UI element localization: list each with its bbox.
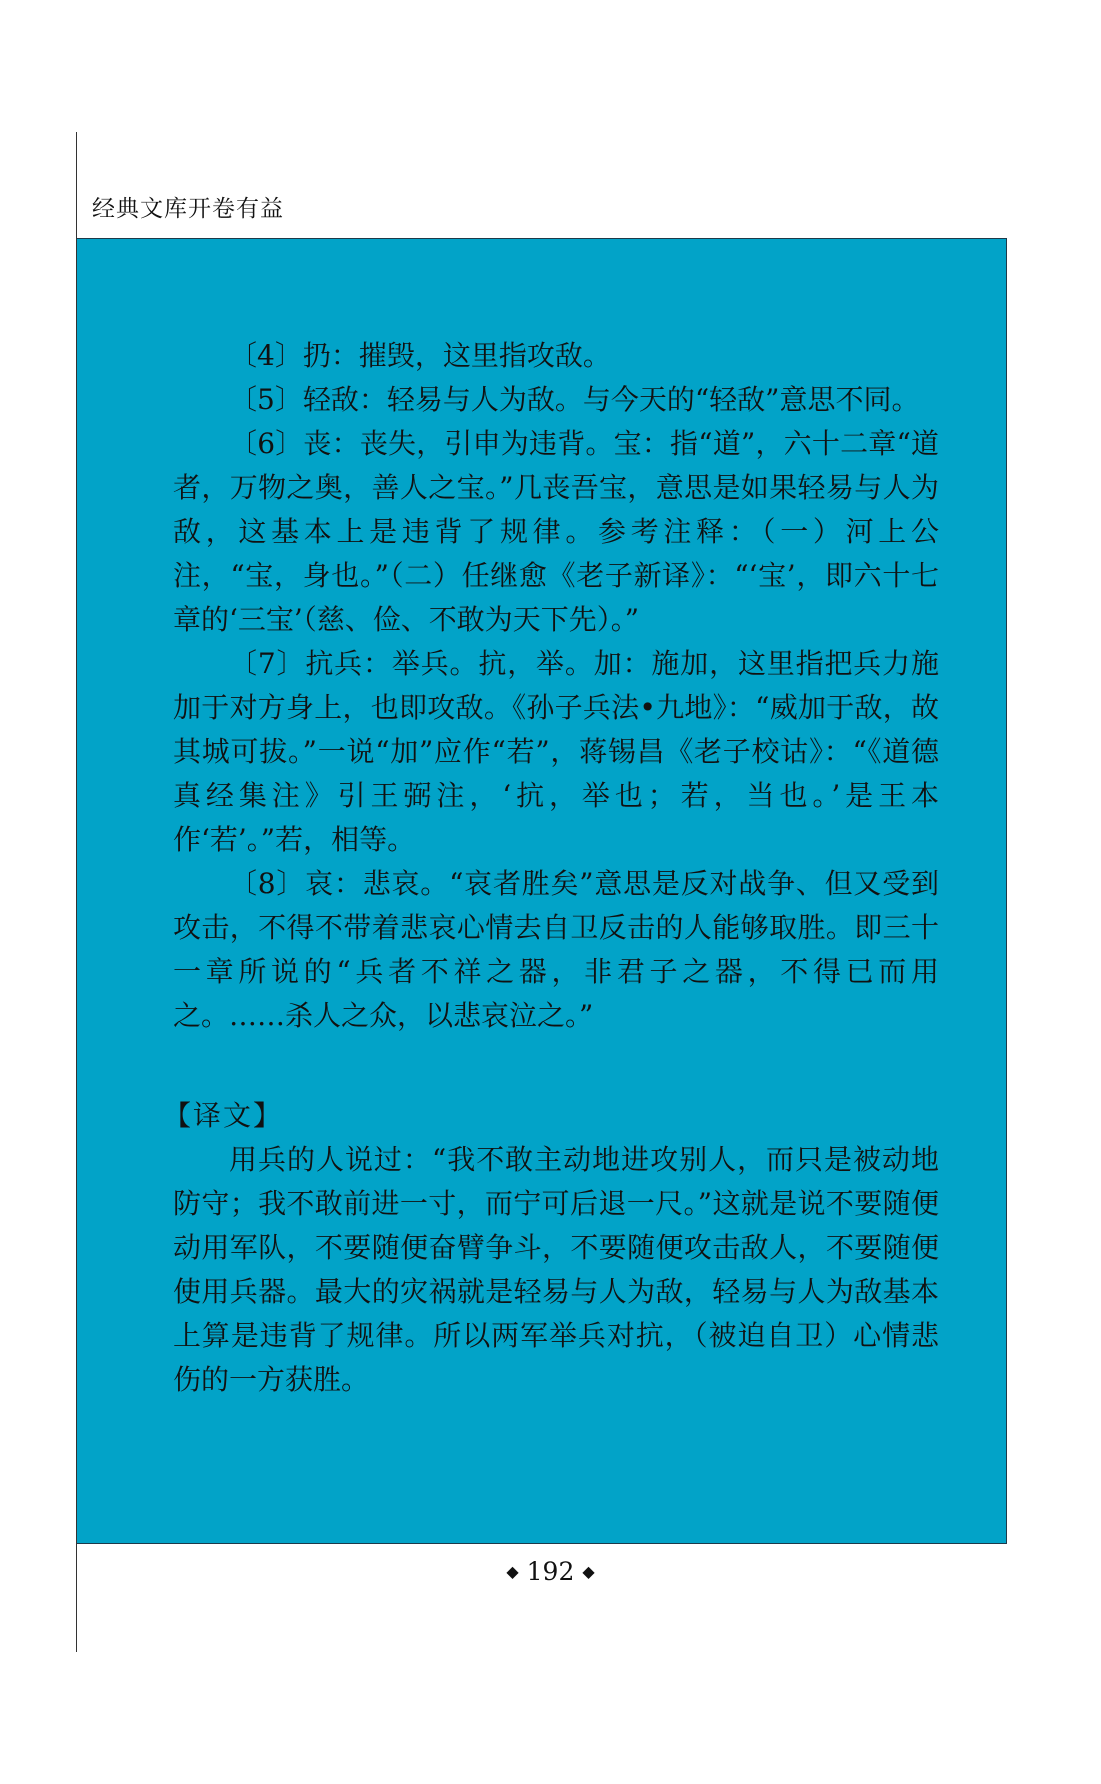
content-body [163,334,939,1402]
note-5: 〔5〕轻敌：轻易与人为敌。与今天的“轻敌”意思不同。 [229,383,920,416]
note-4: 〔4〕扔：摧毁，这里指攻敌。 [229,339,611,372]
page-number-value: 192 [526,1557,575,1586]
diamond-left-icon: ◆ [506,1562,519,1581]
running-header: 经典文库开卷有益 [92,196,284,222]
note-6: 〔6〕丧：丧失，引申为违背。宝：指“道”，六十二章“道者，万物之奥，善人之宝。”几丧吾宝，意思是如果轻易与人为敌，这基本上是违背了规律。参考注释：（一）河上公注，“宝，身也。”（二）任继愈《老子新译》：“‘宝’，即六十七章的‘三宝’（慈、俭、不敢为天下先）。” [173,427,939,636]
diamond-right-icon: ◆ [582,1562,595,1581]
translation-heading: 【译文】 [163,1099,284,1132]
note-8: 〔8〕哀：悲哀。“哀者胜矣”意思是反对战争、但又受到攻击，不得不带着悲哀心情去自卫反击的人能够取胜。即三十一章所说的“兵者不祥之器，非君子之器，不得已而用之。……杀人之众，以悲哀泣之。” [173,867,939,1032]
note-7: 〔7〕抗兵：举兵。抗，举。加：施加，这里指把兵力施加于对方身上，也即攻敌。《孙子兵法•九地》：“威加于敌，故其城可拔。”一说“加”应作“若”，蒋锡昌《老子校诂》：“《道德真经集注》引王弼注，‘抗，举也；若，当也。’是王本作‘若’。”若，相等。 [173,647,939,856]
page-number [0,1556,1101,1588]
translation-text: 用兵的人说过：“我不敢主动地进攻别人，而只是被动地防守；我不敢前进一寸，而宁可后退一尺。”这就是说不要随便动用军队，不要随便奋臂争斗，不要随便攻击敌人，不要随便使用兵器。最大的灾祸就是轻易与人为敌，轻易与人为敌基本上算是违背了规律。所以两军举兵对抗，（被迫自卫）心情悲伤的一方获胜。 [173,1143,939,1396]
content-panel [77,238,1007,1544]
